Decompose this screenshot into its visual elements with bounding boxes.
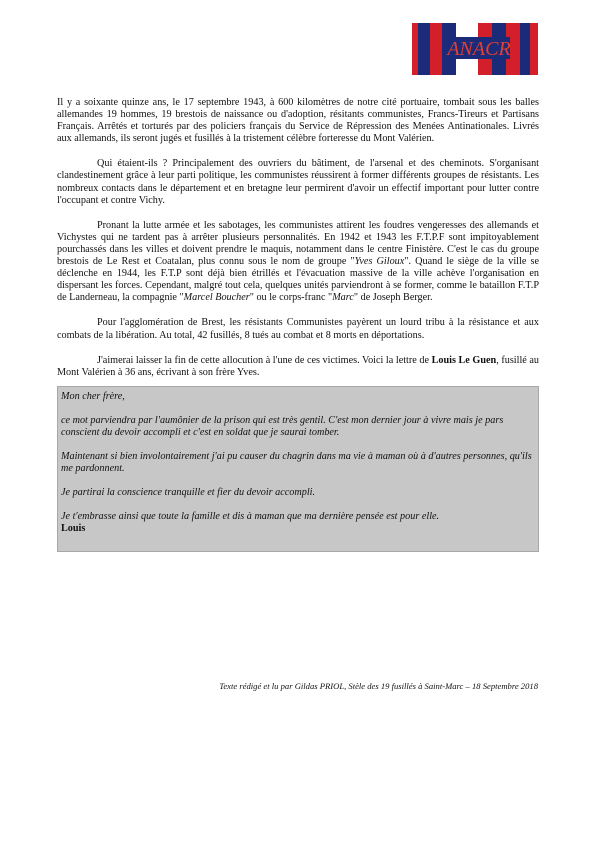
paragraph-intro: Il y a soixante quinze ans, le 17 septembre 1943, à 600 kilomètres de notre cité portuaire, tombait sous les balles allemandes 19 hommes, 19 brestois de naissance ou d'adoption, résitants communistes, Francs-Tireurs et Partisans Français. Arrêtés et torturés par des policiers français du Service de Répression des Menées Antinationales. Livrés aux allemands, ils seront jugés et fusillés à la tristement célèbre forteresse du Mont Valérien. — [57, 97, 539, 145]
p5-part-a: J'aimerai laisser la fin de cette allocution à l'une de ces victimes. Voici la lettre de — [97, 354, 432, 366]
p5-part-b: , fusillé au Mont Valérien à 36 ans, écrivant à son frère Yves. — [57, 354, 539, 378]
logo-stripe-red-5 — [530, 23, 538, 75]
paragraph-armed-struggle — [57, 220, 539, 305]
paragraph-letter-intro — [57, 355, 539, 379]
group-name-yves-giloux: Yves Giloux — [354, 256, 405, 268]
p3-part-a: Pronant la lutte armée et les sabotages, les communistes attirent les foudres vengeresses des allemands et Vichystes qui ne tardent pas à arrêter plusieurs personnalités. En 1942 et 1943 les F.T.P.F sont impitoyablement pourchassés dans les villes et doivent prendre le maquis, notamment dans le centre Finistère. C'est le cas du groupe brestois de Le Rest et Coatalan, plus connu sous le nom de groupe " — [57, 219, 539, 268]
p3-part-e: " ou le corps-franc " — [249, 292, 333, 304]
logo-stripe-blue-1 — [418, 23, 430, 75]
paragraph-who: Qui étaient-ils ? Principalement des ouvriers du bâtiment, de l'arsenal et des cheminots. S'organisant clandestinement grâce à leur parti politique, les communistes réussirent à former différents groupes de résistants. Les nombreux contacts dans le département et en bretagne leur permirent d'avoir un effectif important pour lutter contre l'occupant et contre Vichy. — [57, 158, 539, 206]
letter-signature: Louis — [61, 523, 86, 535]
credit-line: Texte rédigé et lu par Gildas PRIOL, Stèle des 19 fusillés à Saint-Marc – 18 Septembre 2018 — [219, 681, 538, 691]
logo-stripe-blue-4 — [520, 23, 530, 75]
anacr-logo — [412, 23, 538, 75]
letter-line-3: Je partirai la conscience tranquille et fier du devoir accompli. — [61, 487, 316, 499]
logo-stripe-red-1 — [412, 23, 418, 75]
company-name-marcel-boucher: Marcel Boucher — [183, 292, 250, 304]
letter-line-4: Je t'embrasse ainsi que toute la famille et dis à maman que ma dernière pensée est pour elle. — [61, 511, 440, 523]
letter-line-1: ce mot parviendra par l'aumônier de la prison qui est très gentil. C'est mon dernier jour à vivre mais je pars conscient du devoir accompli et c'est en soldat que je saurai tomber. — [61, 414, 504, 438]
p3-part-c: ". Quand le siège de la ville se déclenche en 1944, les F.T.P sont déjà bien étrillés et l'évacuation massive de la ville achève l'organisation en dispersant les forces. Cependant, malgré tout cela, quelques unités parviendront à se former, comme le bataillon F.T.P de Landerneau, la compagnie " — [57, 256, 539, 304]
letter-greeting: Mon cher frère, — [61, 390, 125, 402]
p3-part-g: " de Joseph Berger. — [353, 292, 433, 304]
corps-franc-marc: Marc — [332, 292, 354, 304]
paragraph-brest-toll: Pour l'agglomération de Brest, les résistants Communistes payèrent un lourd tribu à la résistance et aux combats de la libération. Au total, 42 fusillés, 8 tués au combat et 8 morts en déportations. — [57, 317, 539, 341]
victim-name: Louis Le Guen — [431, 354, 497, 366]
logo-stripe-red-2 — [430, 23, 442, 75]
speech-body — [57, 97, 539, 552]
logo-text: ANACR — [447, 38, 511, 60]
letter-box — [57, 386, 539, 552]
letter-line-2: Maintenant si bien involontairement j'ai pu causer du chagrin dans ma vie à maman où à d'autres personnes, qu'ils me pardonnent. — [61, 451, 532, 475]
